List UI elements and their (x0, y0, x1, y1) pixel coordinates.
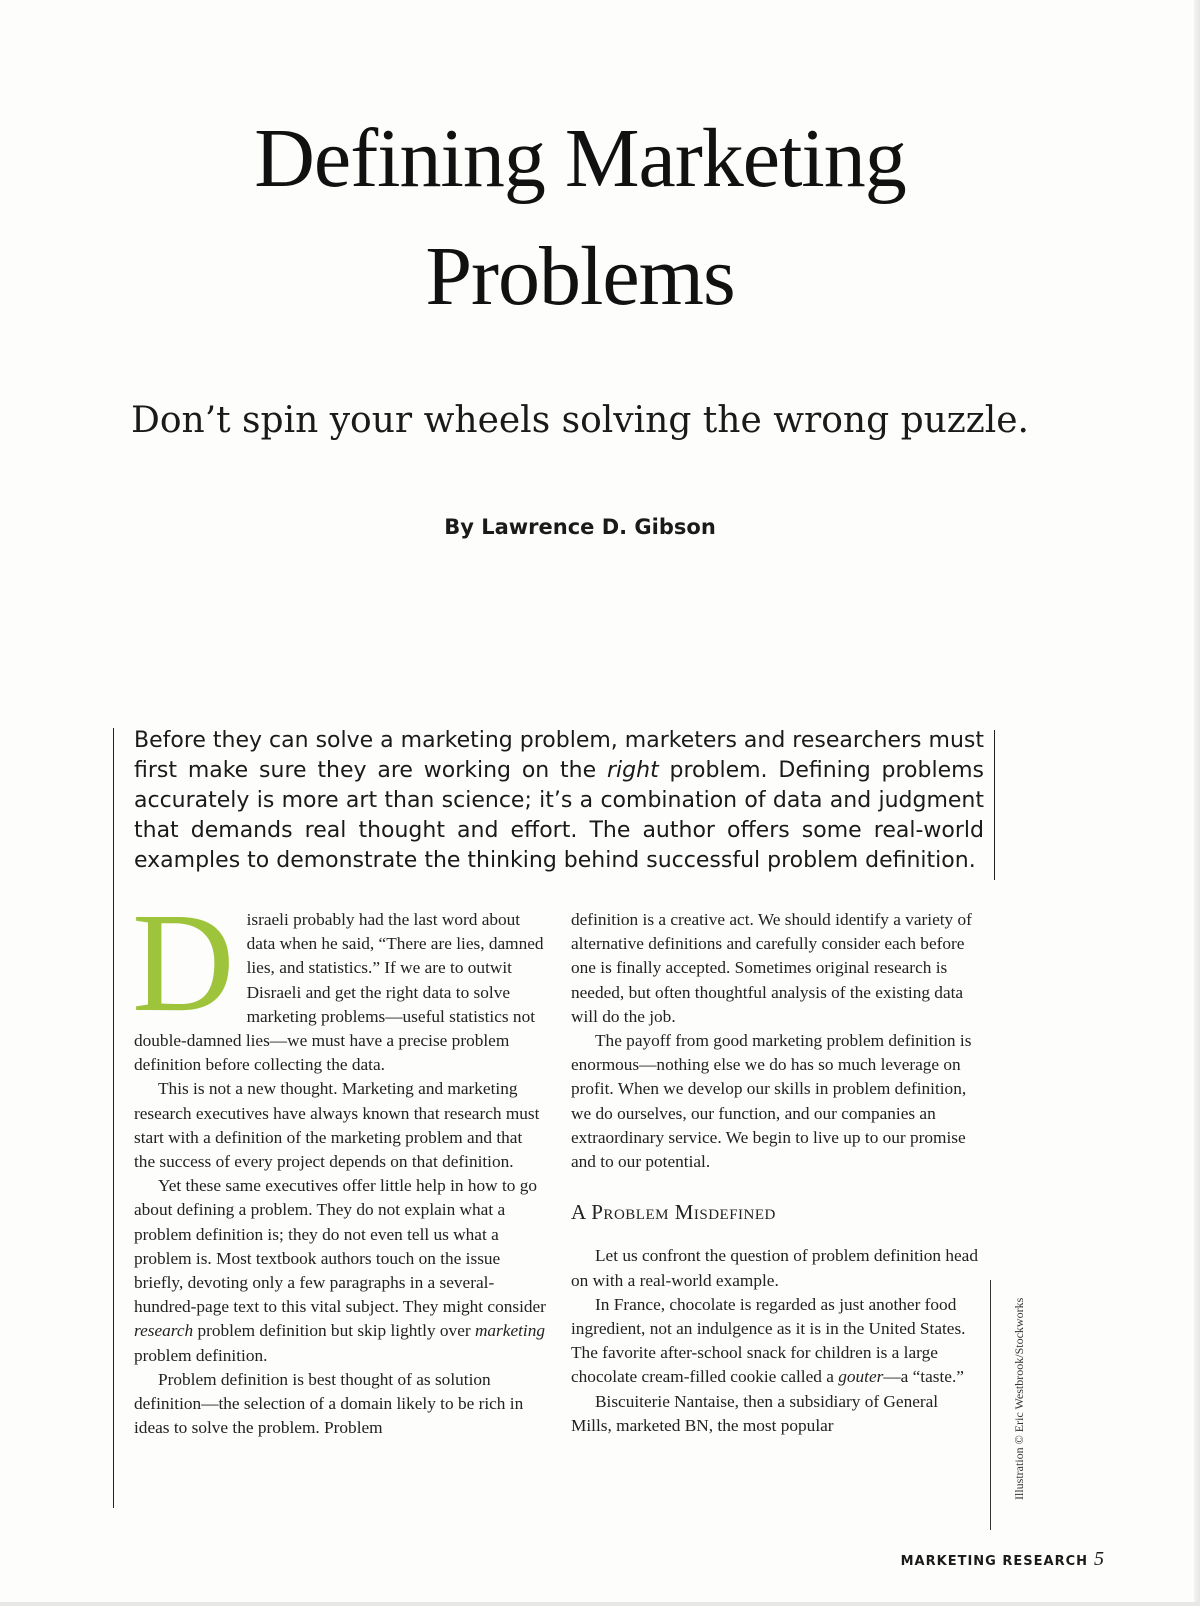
abstract-text-2: problem. Defining problems accurately is more art than science; it’s a combination of data and judgment that demands real thought and effort. The author offers some real-world examples to demonstrate the thinking behind successful problem definition. (134, 758, 984, 873)
body-paragraph-1 (132, 883, 546, 1077)
page-number: 5 (1094, 1548, 1104, 1570)
page-footer (901, 1548, 1104, 1571)
body-column-right (571, 908, 983, 1438)
illustration-credit: Illustration © Eric Westbrook/Stockworks (1012, 1297, 1026, 1500)
body-paragraph-3 (134, 1174, 546, 1368)
abstract (134, 726, 984, 876)
abstract-text-1: Before they can solve a marketing problem, marketers and researchers must first make sure they are working on the (134, 728, 984, 783)
abstract-emphasis: right (607, 758, 659, 783)
body-paragraph-4: Problem definition is best thought of as solution definition—the selection of a domain likely to be rich in ideas to solve the problem. Problem (134, 1369, 524, 1438)
article-title (0, 100, 1160, 336)
article-subtitle: Don’t spin your wheels solving the wrong puzzle. (130, 400, 1029, 441)
body-paragraph-2: This is not a new thought. Marketing and marketing research executives have always known that research must start with a definition of the marketing problem and that the success of every project depends on that definition. (134, 1079, 540, 1172)
abstract-right-rule (994, 730, 995, 880)
p3-emphasis-marketing: marketing (474, 1321, 546, 1341)
p3-text-b: problem definition but skip lightly over (193, 1321, 475, 1341)
left-rule (113, 728, 114, 1508)
p3-text-c: problem definition. (134, 1345, 268, 1365)
body-paragraph-1-text: israeli probably had the last word about data when he said, “There are lies, damned lies, and statistics.” If we are to outwit Disraeli and get the right data to solve marketing problems—useful statistics not double-damned lies—we must have a precise problem definition before collecting the data. (134, 910, 544, 1075)
page-bottom-edge (0, 1602, 1200, 1606)
body-paragraph-8 (571, 1293, 983, 1390)
section-heading: A Problem Misdefined (571, 1200, 776, 1225)
title-line-1: Defining Marketing (254, 112, 906, 205)
p3-emphasis-research: research (134, 1321, 194, 1341)
footer-publication: MARKETING RESEARCH (900, 1554, 1088, 1569)
page-edge (1194, 0, 1200, 1606)
p3-text-a: Yet these same executives offer little help in how to go about defining a problem. They do not explain what a problem definition is; they do not even tell us what a problem is. Most textbook authors touch on the issue briefly, devoting only a few paragraphs in a several-hundred-page text to this vital subject. They might consider (134, 1176, 546, 1317)
byline: By Lawrence D. Gibson (444, 515, 716, 539)
drop-cap: D (132, 883, 235, 1041)
body-paragraph-6: The payoff from good marketing problem definition is enormous—nothing else we do has so much leverage on profit. When we develop our skills in problem definition, we do ourselves, our function, and our companies an extraordinary service. We begin to live up to our promise and to our potential. (571, 1031, 972, 1172)
p8-text-a: In France, chocolate is regarded as just another food ingredient, not an indulgence as it is in the United States. The favorite after-school snack for children is a large chocolate cream-filled cookie called a (571, 1294, 966, 1387)
credit-rule (990, 1280, 991, 1530)
body-paragraph-9: Biscuiterie Nantaise, then a subsidiary of General Mills, marketed BN, the most popular (571, 1391, 939, 1435)
title-line-2: Problems (425, 230, 735, 323)
p8-emphasis-gouter: gouter (838, 1367, 884, 1387)
p8-text-b: —a “taste.” (883, 1367, 964, 1387)
body-paragraph-5: definition is a creative act. We should identify a variety of alternative definitions and carefully consider each before one is finally accepted. Sometimes original research is needed, but often thoughtful analysis of the existing data will do the job. (571, 910, 972, 1026)
body-paragraph-7: Let us confront the question of problem definition head on with a real-world example. (571, 1246, 978, 1290)
body-column-left (132, 883, 546, 1440)
